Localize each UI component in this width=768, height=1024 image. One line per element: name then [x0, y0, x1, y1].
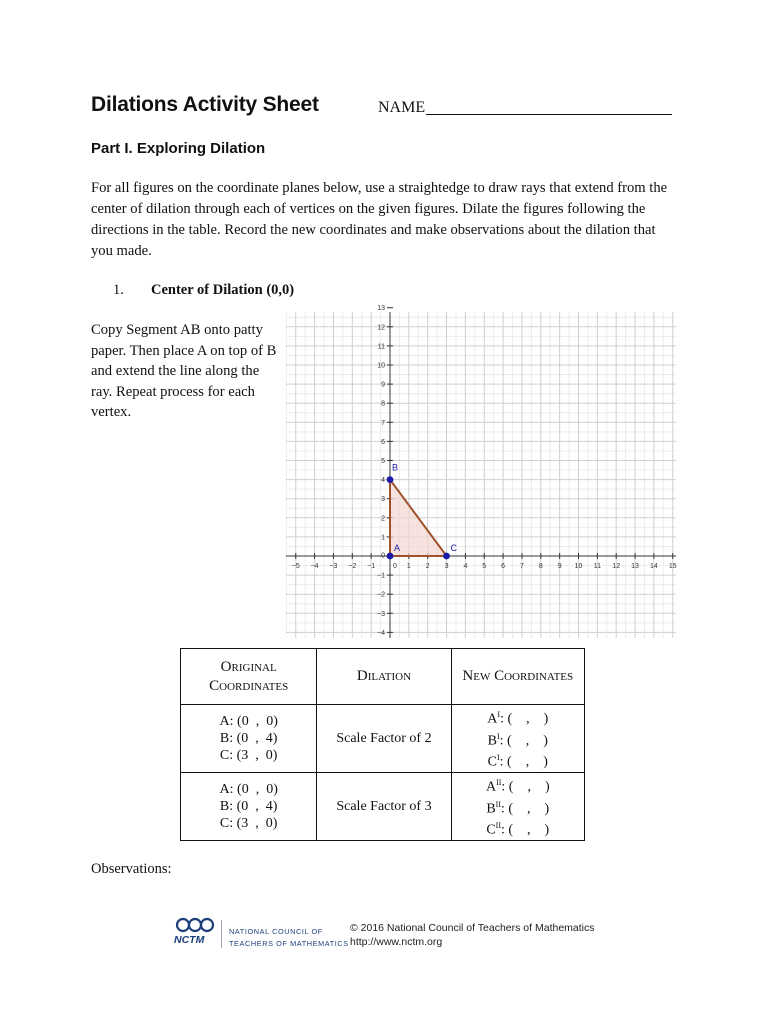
point-label-b: B	[392, 462, 399, 473]
y-tick-label: 11	[377, 343, 385, 351]
y-tick-label: 3	[381, 496, 385, 504]
x-tick-label: 11	[593, 563, 601, 570]
name-input-line[interactable]	[426, 114, 672, 115]
y-tick-label: −2	[377, 591, 385, 599]
y-tick-label: 9	[381, 381, 385, 389]
header-dilation: Dilation	[317, 649, 451, 705]
page-title: Dilations Activity Sheet	[91, 93, 319, 116]
y-tick-label: 8	[381, 400, 385, 408]
point-c	[443, 553, 450, 560]
part-heading: Part I. Exploring Dilation	[91, 140, 266, 157]
y-tick-label: 7	[381, 419, 385, 427]
intro-paragraph: For all figures on the coordinate planes below, use a straightedge to draw rays that extend from the center of dilation through each of vertices on the given figures. Dilate the figures following the directions in the table. Record the new coordinates and make observations about the dilation that you made.	[91, 180, 668, 259]
y-tick-label: 0	[381, 552, 385, 560]
question-instructions: Copy Segment AB onto patty paper. Then place A on top of B and extend the line along the ray. Repeat process for each vertex.	[91, 322, 277, 420]
y-tick-label: 6	[381, 438, 385, 446]
website-link[interactable]: http://www.nctm.org	[350, 936, 443, 948]
x-tick-label: 4	[463, 563, 468, 570]
header-new-coordinates: New Coordinates	[451, 649, 584, 705]
point-label-a: A	[394, 543, 401, 553]
x-tick-label: 14	[650, 563, 658, 570]
axes	[286, 308, 676, 638]
coordinate-plane[interactable]	[286, 304, 678, 644]
point-a	[387, 553, 394, 560]
original-coordinates-cell: A: (0 , 0) B: (0 , 4) C: (3 , 0)	[181, 705, 317, 773]
point-label-c: C	[450, 543, 458, 553]
y-tick-label: 1	[381, 534, 385, 542]
y-tick-label: −3	[377, 610, 385, 618]
nctm-wordmark: NCTM	[174, 934, 205, 946]
grid-major-lines	[286, 312, 676, 638]
table-row	[181, 773, 585, 841]
observations-label: Observations:	[91, 861, 172, 877]
table-header-row	[181, 649, 585, 705]
x-tick-label: 0	[393, 563, 397, 570]
nctm-logo-icon	[173, 916, 217, 934]
y-tick-label: 12	[377, 324, 385, 332]
x-tick-label: 6	[501, 563, 506, 570]
x-tick-label: −4	[310, 563, 319, 570]
name-label: NAME	[378, 99, 426, 116]
council-name-line-2: TEACHERS OF MATHEMATICS	[229, 939, 349, 948]
x-tick-label: 13	[631, 563, 639, 570]
x-tick-label: 12	[612, 563, 621, 570]
grid-minor-lines	[286, 312, 676, 638]
original-coordinates-cell: A: (0 , 0) B: (0 , 4) C: (3 , 0)	[181, 773, 317, 841]
y-tick-label: 10	[377, 362, 385, 370]
x-tick-label: 10	[574, 563, 583, 570]
y-tick-label: 5	[381, 458, 385, 465]
header-original-coordinates: Original Coordinates	[181, 649, 317, 705]
copyright-text: © 2016 National Council of Teachers of Mathematics	[350, 922, 595, 934]
x-tick-label: −1	[367, 563, 376, 570]
council-name-line-1: NATIONAL COUNCIL OF	[229, 927, 323, 936]
y-tick-label: −1	[377, 572, 385, 580]
point-b	[387, 476, 394, 483]
x-tick-label: 9	[557, 563, 562, 570]
new-coordinates-cell[interactable]: $A^{II}$: ( , ) $B^{II}$: ( , ) $C^{II}$: ( , )	[451, 773, 584, 841]
x-tick-label: 15	[668, 563, 677, 570]
question-number: 1.	[113, 282, 124, 298]
y-tick-label: 13	[377, 305, 385, 313]
dilation-cell: Scale Factor of 2	[317, 705, 451, 773]
new-coordinates-cell[interactable]: $A^I$: ( , ) $B^I$: ( , ) $C^I$: ( , )	[451, 705, 584, 773]
x-tick-label: −5	[291, 563, 300, 570]
table-row	[181, 705, 585, 773]
x-tick-label: 5	[482, 563, 487, 570]
x-tick-label: −3	[329, 563, 338, 570]
center-of-dilation-label: Center of Dilation (0,0)	[151, 282, 295, 298]
y-tick-label: 4	[381, 477, 385, 485]
y-tick-label: 2	[381, 515, 385, 523]
x-tick-label: 3	[444, 563, 449, 570]
x-tick-label: 7	[519, 563, 524, 570]
x-tick-label: −2	[348, 563, 357, 570]
x-tick-label: 1	[406, 563, 411, 570]
logo-divider	[221, 920, 222, 948]
dilation-cell: Scale Factor of 3	[317, 773, 451, 841]
x-tick-label: 8	[538, 563, 543, 570]
dilation-table	[180, 648, 585, 841]
x-tick-label: 2	[425, 563, 430, 570]
y-tick-label: −4	[377, 629, 385, 637]
